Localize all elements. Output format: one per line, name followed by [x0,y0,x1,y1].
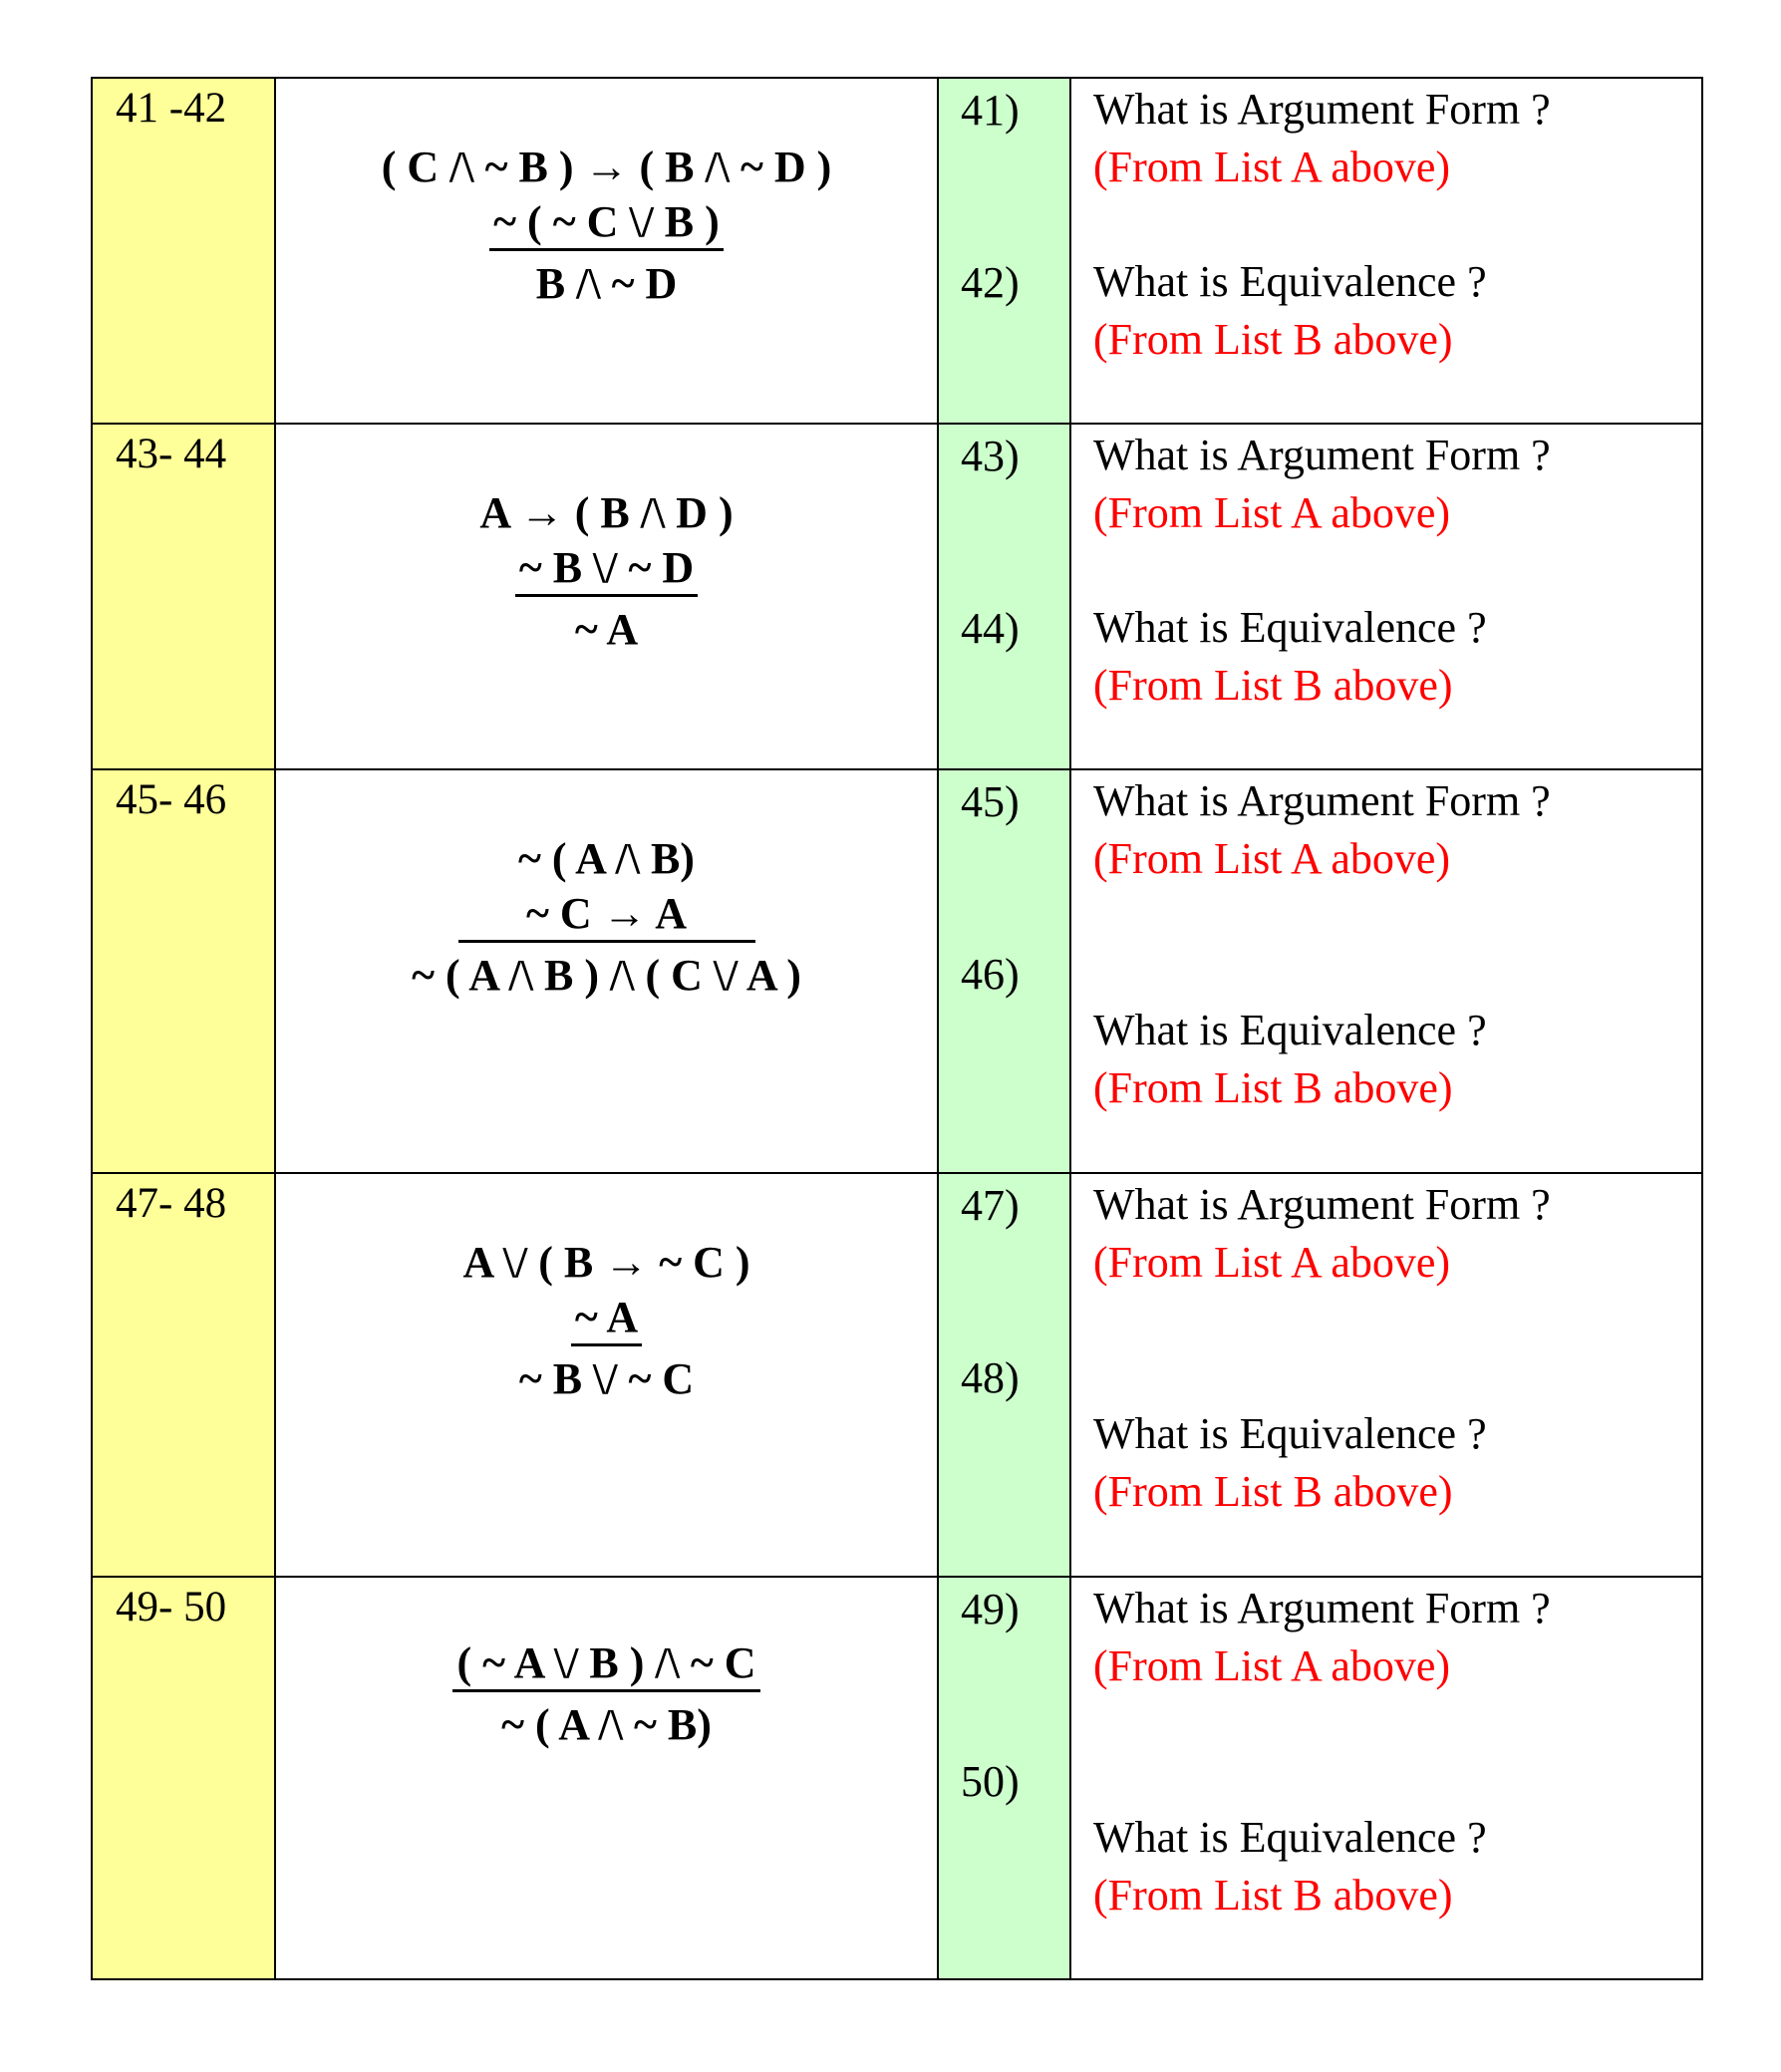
premise-line: ~ ( A /\ B) [518,834,695,883]
premise-line-underlined: ~ ( ~ C \/ B ) [489,196,724,251]
range-cell [92,769,275,1173]
argument-form-question [1093,1176,1551,1292]
list-b-hint: (From List B above) [1093,1871,1453,1920]
range-label: 49- 50 [116,1584,227,1630]
exercise-table [91,77,1703,1980]
premise-line-underlined: ( ~ A \/ B ) /\ ~ C [452,1637,759,1692]
range-label: 41 -42 [116,85,227,132]
formula-cell [275,1173,938,1577]
question-number-cell [938,78,1070,424]
formula-cell [275,424,938,769]
list-a-hint: (From List A above) [1093,143,1451,191]
range-cell [92,1577,275,1979]
question-number: 49) [961,1585,1020,1633]
question-number: 50) [961,1757,1020,1806]
question-number: 41) [961,86,1020,135]
premise-line: ( C /\ ~ B ) → ( B /\ ~ D ) [381,143,832,191]
question-number: 43) [961,432,1020,480]
argument-formula [276,1637,937,1754]
equivalence-question [1093,1405,1487,1521]
list-a-hint: (From List A above) [1093,488,1451,537]
equivalence-question [1093,1002,1487,1117]
equivalence-label: What is Equivalence ? [1093,1006,1487,1054]
equivalence-question [1093,253,1487,369]
argument-formula [276,830,937,1005]
question-number: 47) [961,1181,1020,1230]
argument-formula [276,1234,937,1408]
question-number: 45) [961,777,1020,826]
argument-form-question [1093,772,1551,888]
question-number-cell [938,424,1070,769]
premise-line-underlined: ~ B \/ ~ D [515,542,698,597]
range-label: 47- 48 [116,1180,227,1227]
formula-cell [275,1577,938,1979]
range-cell [92,1173,275,1577]
formula-cell [275,78,938,424]
argument-form-label: What is Argument Form ? [1093,1584,1551,1632]
equivalence-label: What is Equivalence ? [1093,1409,1487,1458]
question-number: 44) [961,604,1020,653]
list-b-hint: (From List B above) [1093,1467,1453,1516]
question-number: 48) [961,1353,1020,1402]
formula-cell [275,769,938,1173]
conclusion-line: ~ B \/ ~ C [518,1354,695,1403]
argument-form-question [1093,81,1551,196]
question-number: 46) [961,950,1020,999]
table-row [92,424,1702,769]
question-number: 42) [961,258,1020,307]
list-a-hint: (From List A above) [1093,1238,1451,1287]
range-cell [92,424,275,769]
question-cell [1070,78,1702,424]
conclusion-line: ~ A [574,605,639,654]
list-b-hint: (From List B above) [1093,1063,1453,1112]
table-row [92,769,1702,1173]
conclusion-line: ~ ( A /\ B ) /\ ( C \/ A ) [412,951,801,1000]
table-row [92,1577,1702,1979]
argument-formula [276,484,937,659]
conclusion-line: ~ ( A /\ ~ B) [501,1700,712,1749]
equivalence-label: What is Equivalence ? [1093,1813,1487,1862]
conclusion-line: B /\ ~ D [535,259,678,308]
question-cell [1070,769,1702,1173]
list-a-hint: (From List A above) [1093,834,1451,883]
table-row [92,1173,1702,1577]
equivalence-label: What is Equivalence ? [1093,603,1487,652]
argument-form-label: What is Argument Form ? [1093,776,1551,825]
argument-form-question [1093,427,1551,542]
argument-formula [276,139,937,313]
question-number-cell [938,1577,1070,1979]
table-row [92,78,1702,424]
equivalence-question [1093,599,1487,715]
equivalence-question [1093,1809,1487,1924]
question-cell [1070,1577,1702,1979]
list-b-hint: (From List B above) [1093,661,1453,710]
range-label: 43- 44 [116,431,227,477]
premise-line: A → ( B /\ D ) [479,488,734,537]
range-cell [92,78,275,424]
equivalence-label: What is Equivalence ? [1093,257,1487,306]
list-a-hint: (From List A above) [1093,1641,1451,1690]
argument-form-label: What is Argument Form ? [1093,85,1551,134]
question-number-cell [938,1173,1070,1577]
argument-form-label: What is Argument Form ? [1093,1180,1551,1229]
range-label: 45- 46 [116,776,227,823]
list-b-hint: (From List B above) [1093,315,1453,364]
question-number-cell [938,769,1070,1173]
question-cell [1070,1173,1702,1577]
premise-line-underlined: ~ A [571,1292,642,1346]
question-cell [1070,424,1702,769]
argument-form-label: What is Argument Form ? [1093,431,1551,479]
argument-form-question [1093,1580,1551,1695]
premise-line: A \/ ( B → ~ C ) [462,1238,750,1287]
premise-line-underlined: ~ C → A [458,888,755,943]
